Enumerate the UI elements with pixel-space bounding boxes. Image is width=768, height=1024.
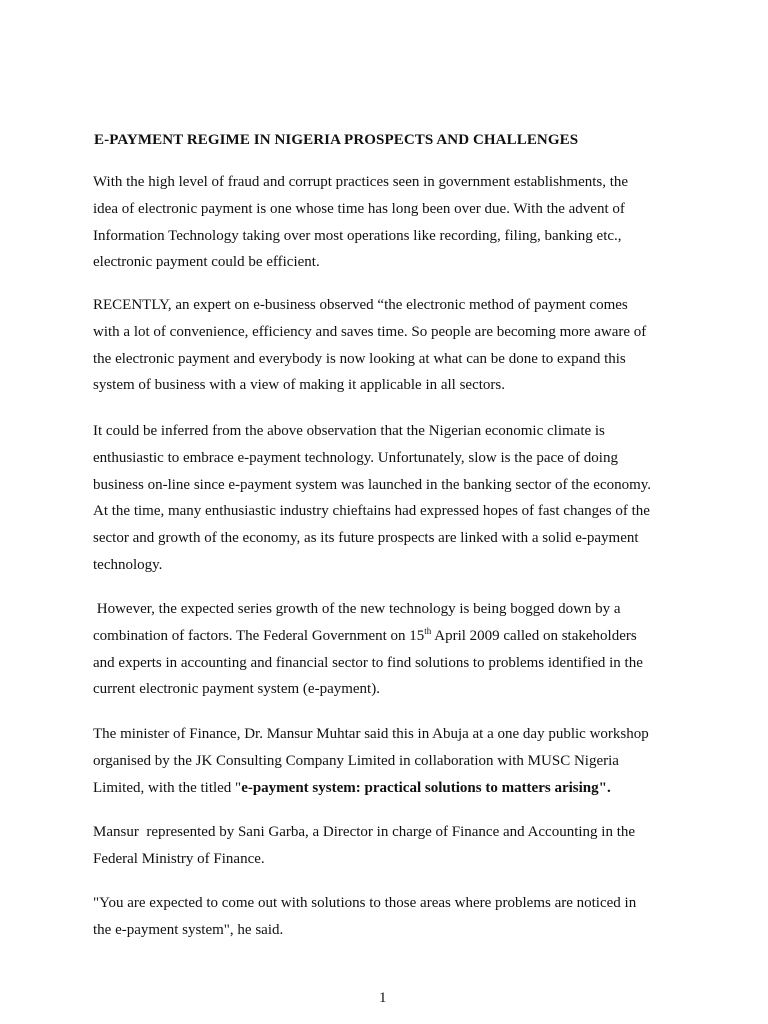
- text-line: With the high level of fraud and corrupt practices seen in government establishments, the: [93, 174, 629, 190]
- paragraph-economic-climate: [93, 418, 651, 579]
- paragraph-quote: [93, 890, 636, 944]
- paragraph-intro: [93, 169, 628, 276]
- paragraph-representative: [93, 819, 635, 873]
- text-line: It could be inferred from the above observation that the Nigerian economic climate is: [93, 423, 605, 439]
- text-line: current electronic payment system (e-payment).: [93, 681, 380, 698]
- text-line: "You are expected to come out with solutions to those areas where problems are noticed in: [93, 895, 637, 911]
- text-line: sector and growth of the economy, as its future prospects are linked with a solid e-payment: [93, 530, 639, 547]
- text-line: [93, 623, 643, 650]
- document-title: E-PAYMENT REGIME IN NIGERIA PROSPECTS AND CHALLENGES: [94, 132, 579, 148]
- paragraph-expert-observation: [93, 292, 646, 399]
- text-line: However, the expected series growth of the new technology is being bogged down by a: [93, 601, 621, 617]
- text-run: April 2009 called on stakeholders: [431, 627, 637, 644]
- text-run: Limited, with the titled ": [93, 779, 242, 796]
- text-line: the electronic payment and everybody is now looking at what can be done to expand this: [93, 350, 626, 367]
- text-line: [93, 775, 649, 802]
- text-line: with a lot of convenience, efficiency and saves time. So people are becoming more aware of: [93, 323, 647, 340]
- page-number: 1: [379, 990, 387, 1006]
- text-line: electronic payment could be efficient.: [93, 254, 320, 271]
- ordinal-superscript: th: [424, 625, 432, 636]
- paragraph-minister: [93, 721, 649, 801]
- text-line: business on-line since e-payment system was launched in the banking sector of the economy.: [93, 476, 652, 493]
- workshop-title: e-payment system: practical solutions to matters arising".: [241, 779, 611, 796]
- text-line: RECENTLY, an expert on e-business observed “the electronic method of payment comes: [93, 297, 628, 313]
- text-line: the e-payment system", he said.: [93, 921, 284, 938]
- text-line: Information Technology taking over most operations like recording, filing, banking etc.,: [93, 227, 622, 244]
- text-run: combination of factors. The Federal Government on 15: [93, 627, 425, 644]
- text-line: Mansur represented by Sani Garba, a Director in charge of Finance and Accounting in the: [93, 824, 636, 840]
- text-line: system of business with a view of making it applicable in all sectors.: [93, 377, 506, 394]
- text-line: technology.: [93, 556, 163, 573]
- text-line: At the time, many enthusiastic industry chieftains had expressed hopes of fast changes of the: [93, 503, 650, 520]
- text-line: Federal Ministry of Finance.: [93, 850, 265, 867]
- text-line: and experts in accounting and financial sector to find solutions to problems identified in the: [93, 654, 643, 671]
- text-line: enthusiastic to embrace e-payment technology. Unfortunately, slow is the pace of doing: [93, 449, 618, 466]
- text-line: organised by the JK Consulting Company Limited in collaboration with MUSC Nigeria: [93, 752, 619, 769]
- text-line: idea of electronic payment is one whose time has long been over due. With the advent of: [93, 200, 625, 217]
- text-line: The minister of Finance, Dr. Mansur Muhtar said this in Abuja at a one day public workshop: [93, 726, 649, 742]
- paragraph-federal-government: [93, 596, 643, 703]
